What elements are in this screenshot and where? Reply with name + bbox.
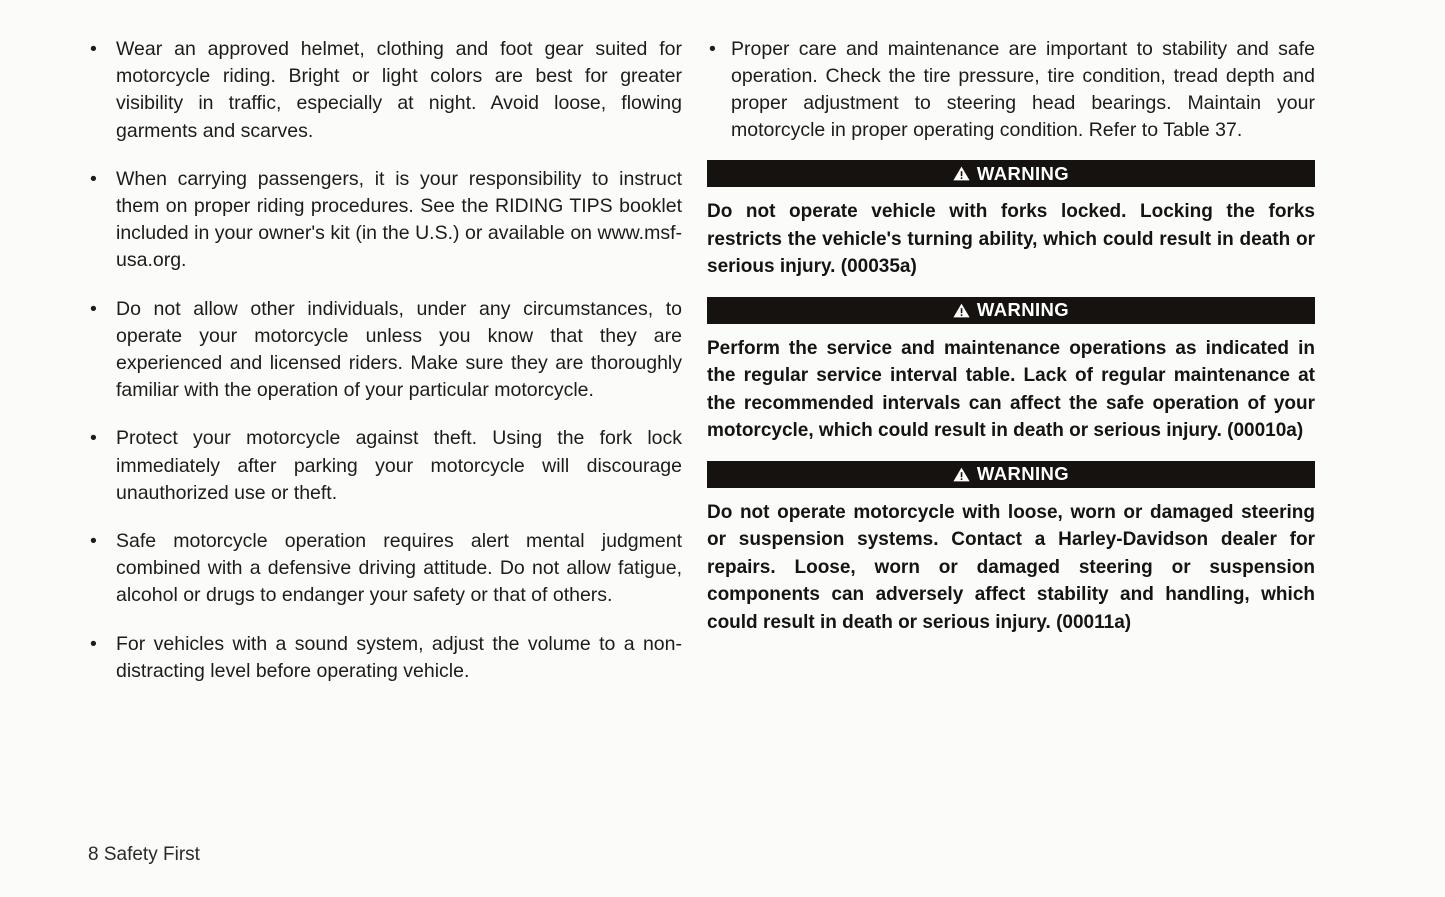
safety-bullet-list-left <box>88 36 682 685</box>
warning-triangle-icon <box>953 467 970 482</box>
left-column <box>0 36 700 685</box>
warning-banner <box>707 461 1315 488</box>
bullet-point-icon: • <box>90 38 97 60</box>
list-item <box>88 36 682 145</box>
bullet-point-icon: • <box>90 297 97 320</box>
list-item-text: Safe motorcycle operation requires alert mental judgment combined with a defensive driving attitude. Do not allow fatigue, alcohol or drugs to endanger your safety or that of others. <box>116 530 682 607</box>
two-column-layout <box>0 36 1445 685</box>
list-item-text: Do not allow other individuals, under any circumstances, to operate your motorcycle unless you know that they are experienced and licensed riders. Make sure they are thoroughly familiar with the operation of your particular motorcycle. <box>116 297 682 402</box>
list-item <box>88 166 682 275</box>
bullet-point-icon: • <box>709 38 716 60</box>
list-item <box>88 631 682 685</box>
bullet-point-icon: • <box>90 167 97 190</box>
warning-banner-label: WARNING <box>976 463 1070 484</box>
bullet-point-icon: • <box>90 427 97 450</box>
warning-block <box>707 297 1315 445</box>
list-item-text: Wear an approved helmet, clothing and foot gear suited for motorcycle riding. Bright or light colors are best for greater visibility in traffic, especially at night. Avoid loose, flowing garments and scarves. <box>116 38 682 142</box>
page-footer: 8 Safety First <box>88 844 200 865</box>
list-item <box>88 528 682 610</box>
warning-triangle-icon <box>953 303 970 318</box>
safety-bullet-list-right <box>707 36 1315 144</box>
list-item-text: For vehicles with a sound system, adjust the volume to a non-distracting level before operating vehicle. <box>116 632 682 682</box>
warning-body-text: Perform the service and maintenance operations as indicated in the regular service interval table. Lack of regular maintenance at the recommended intervals can affect the safe operation of your motorcycle, which could result in death or serious injury. (00010a) <box>707 337 1315 441</box>
warning-body-text: Do not operate vehicle with forks locked. Locking the forks restricts the vehicle's turning ability, which could result in death or serious injury. (00035a) <box>707 201 1315 277</box>
list-item-text: Protect your motorcycle against theft. Using the fork lock immediately after parking your motorcycle will discourage unauthorized use or theft. <box>116 427 682 504</box>
warning-banner <box>707 297 1315 324</box>
warning-banner <box>707 160 1315 187</box>
warning-triangle-icon <box>953 166 970 181</box>
list-item-text: Proper care and maintenance are important to stability and safe operation. Check the tire pressure, tire condition, tread depth and proper adjustment to steering head bearings. Maintain your motorcycle in proper operating condition. Refer to Table 37. <box>731 38 1315 141</box>
list-item-text: When carrying passengers, it is your responsibility to instruct them on proper riding procedures. See the RIDING TIPS booklet included in your owner's kit (in the U.S.) or available on www.msf-usa.org. <box>116 167 682 272</box>
warning-banner-label: WARNING <box>976 162 1070 184</box>
bullet-point-icon: • <box>90 632 97 655</box>
bullet-point-icon: • <box>90 530 97 553</box>
warning-body-text: Do not operate motorcycle with loose, worn or damaged steering or suspension systems. Contact a Harley-Davidson dealer for repairs. Loose, worn or damaged steering or suspension components can adversely affect stability and handling, which could result in death or serious injury. (00011a) <box>707 501 1315 633</box>
warning-banner-label: WARNING <box>976 299 1070 320</box>
right-column <box>700 36 1445 650</box>
warning-block <box>707 160 1315 281</box>
list-item <box>88 425 682 507</box>
warning-block <box>707 461 1315 637</box>
list-item <box>707 36 1315 144</box>
list-item <box>88 296 682 405</box>
